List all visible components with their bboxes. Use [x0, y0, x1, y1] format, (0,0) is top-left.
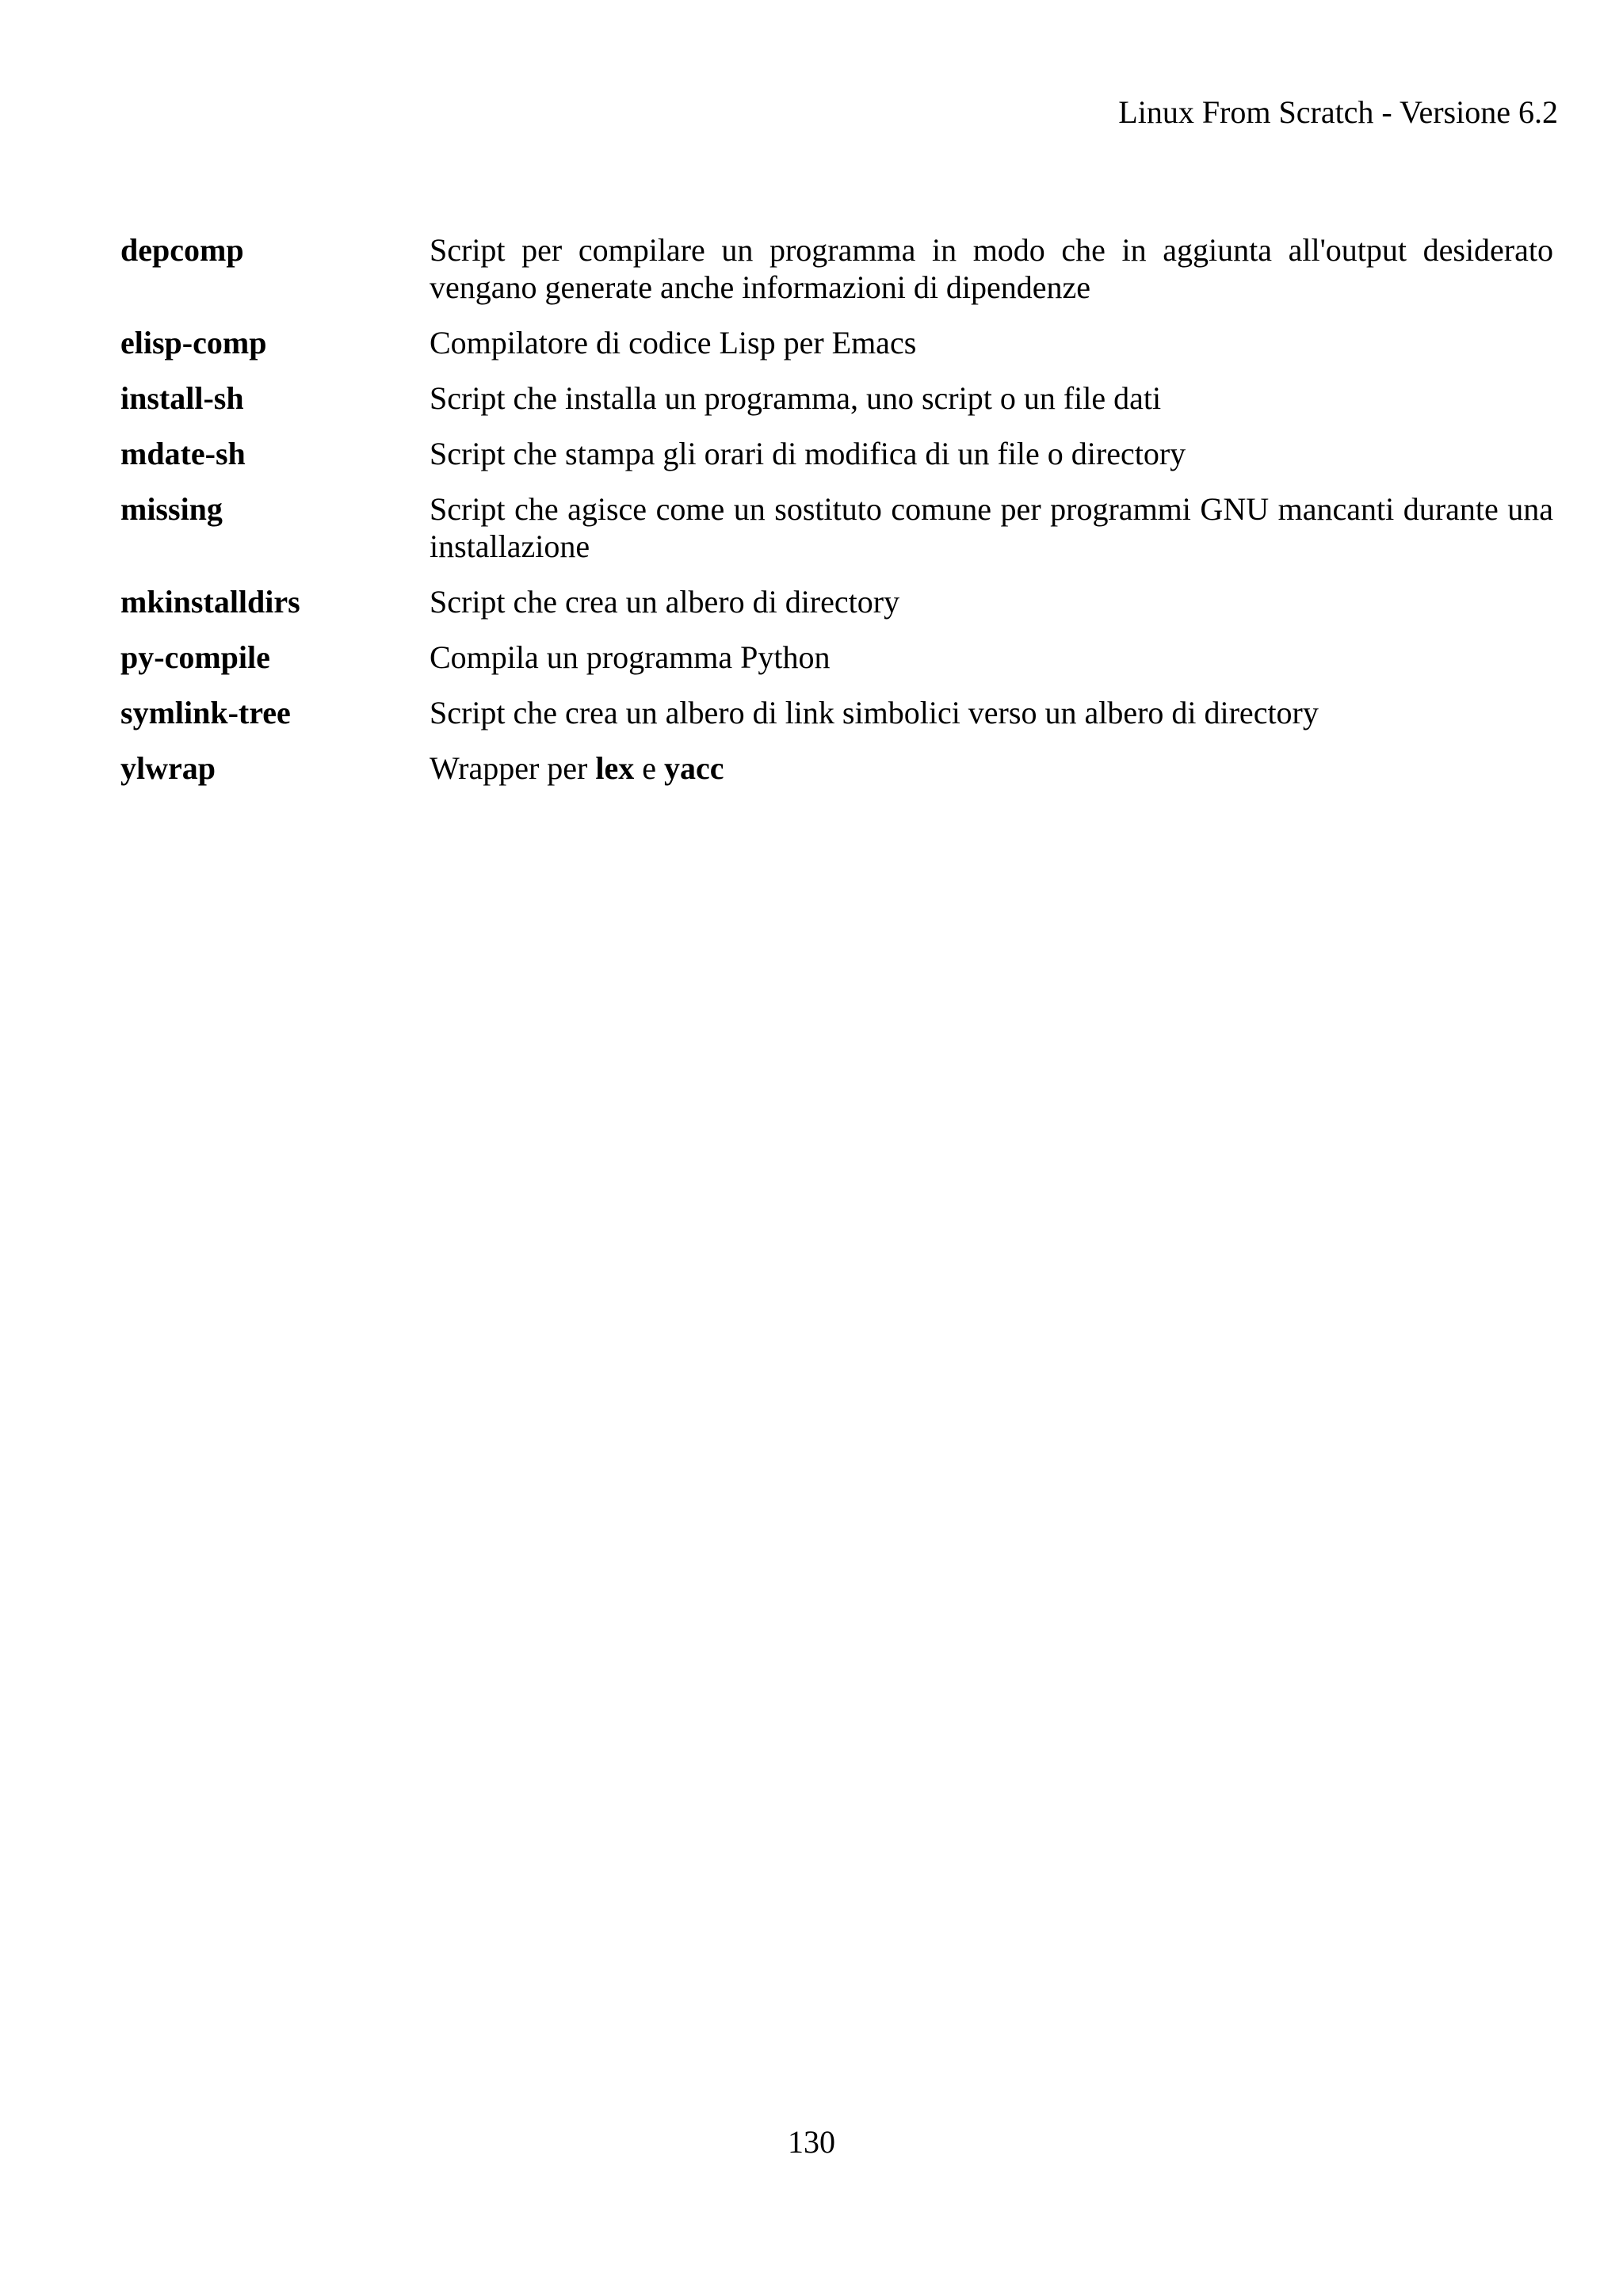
entry-term: mkinstalldirs — [120, 584, 300, 620]
list-item — [120, 379, 1553, 417]
entry-description: Compilatore di codice Lisp per Emacs — [430, 325, 917, 360]
description-text: e — [634, 750, 665, 786]
entry-term: mdate-sh — [120, 436, 246, 471]
entry-description — [430, 749, 1553, 787]
entry-term: depcomp — [120, 232, 244, 268]
list-item — [120, 749, 1553, 787]
program-description-list — [120, 231, 1553, 805]
entry-term: install-sh — [120, 380, 244, 416]
list-item — [120, 583, 1553, 620]
entry-description: Script che agisce come un sostituto comune per programmi GNU mancanti durante una installazione — [430, 491, 1553, 564]
entry-term: missing — [120, 491, 223, 527]
running-header: Linux From Scratch - Versione 6.2 — [1118, 94, 1558, 130]
list-item — [120, 694, 1553, 731]
command-lex: lex — [595, 750, 635, 786]
entry-description: Script che crea un albero di link simbolici verso un albero di directory — [430, 695, 1319, 730]
entry-description: Script che stampa gli orari di modifica di un file o directory — [430, 436, 1186, 471]
entry-description: Script per compilare un programma in modo che in aggiunta all'output desiderato vengano generate anche informazioni di dipendenze — [430, 232, 1553, 305]
description-text: Wrapper per — [430, 750, 596, 786]
entry-term: ylwrap — [120, 750, 216, 786]
list-item — [120, 639, 1553, 676]
entry-description: Compila un programma Python — [430, 639, 831, 675]
entry-term: elisp-comp — [120, 325, 267, 360]
entry-term: symlink-tree — [120, 695, 291, 730]
entry-description: Script che installa un programma, uno script o un file dati — [430, 380, 1162, 416]
entry-term: py-compile — [120, 639, 270, 675]
list-item — [120, 324, 1553, 361]
list-item — [120, 435, 1553, 472]
entry-description: Script che crea un albero di directory — [430, 584, 900, 620]
command-yacc: yacc — [664, 750, 724, 786]
list-item — [120, 231, 1553, 306]
list-item — [120, 490, 1553, 565]
page-number: 130 — [788, 2124, 835, 2160]
